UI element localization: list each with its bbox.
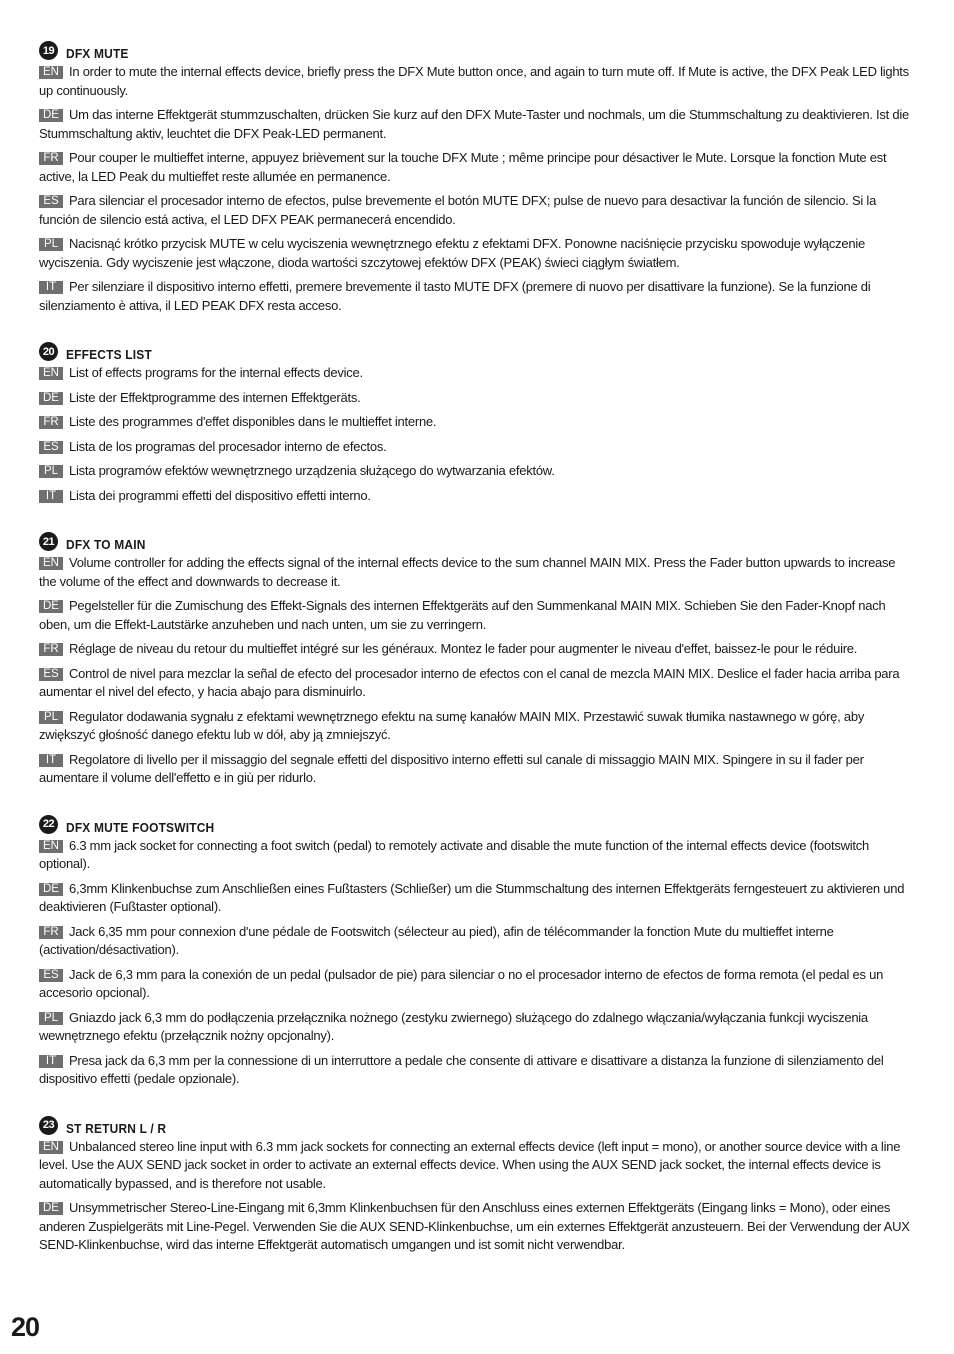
- language-entry: [39, 1009, 915, 1046]
- language-entry: [39, 1052, 915, 1089]
- language-entry: [39, 923, 915, 960]
- language-tag: EN: [39, 1141, 63, 1154]
- entry-text: Unsymmetrischer Stereo-Line-Eingang mit 6,3mm Klinkenbuchsen für den Anschluss eines externen Effektgeräts (Eingang links = Mono), oder eines anderen Zuspielgeräts mit Line-Pegel. Verwenden Sie die AUX SEND-Klinkenbuchse, um ein externes Effektgerät anzusteuern. Bei der Verwendung der AUX SEND-Klinkenbuchse, wird das interne Effektgerät automatisch umgangen und ist somit nicht verwendbar.: [39, 1200, 910, 1252]
- language-entry: [39, 880, 915, 917]
- language-tag: FR: [39, 643, 63, 656]
- section-title: DFX MUTE FOOTSWITCH: [66, 819, 215, 835]
- entry-text: Lista dei programmi effetti del dispositivo effetti interno.: [69, 487, 371, 503]
- entry-text: Control de nivel para mezclar la señal de efecto del procesador interno de efectos con el canal de mezcla MAIN MIX. Deslice el fader hacia arriba para aumentar el nivel del efecto, y hacia abajo para disminuirlo.: [39, 665, 900, 699]
- entry-text: Lista de los programas del procesador interno de efectos.: [69, 438, 387, 454]
- entry-text: Regolatore di livello per il missaggio del segnale effetti del dispositivo interno effetti sul canale di missaggio MAIN MIX. Spingere in su il fader per aumentare il volume dell'effetto e in giù per ridurlo.: [39, 751, 864, 785]
- language-entry: [39, 487, 915, 506]
- entry-text: Nacisnąć krótko przycisk MUTE w celu wyciszenia wewnętrznego efektu z efektami DFX. Ponowne naciśnięcie przycisku spowoduje wyłączenie wyciszenia. Gdy wyciszenie jest włączone, dioda wartości szczytowej efektów DFX (PEAK) świeci ciągłym światłem.: [39, 236, 865, 270]
- entry-text: Unbalanced stereo line input with 6.3 mm jack sockets for connecting an external effects device (left input = mono), or another source device with a line level. Use the AUX SEND jack socket in order to activate an external effects device. When using the AUX SEND jack socket, the internal effects device is automatically bypassed, and is therefore not usable.: [39, 1138, 901, 1191]
- page-number: 20: [11, 1312, 40, 1342]
- entry-text: Jack 6,35 mm pour connexion d'une pédale de Footswitch (sélecteur au pied), afin de télécommander la fonction Mute du multieffet interne (activation/désactivation).: [39, 923, 834, 957]
- section-number-badge: 23: [39, 1116, 58, 1135]
- language-tag: EN: [39, 557, 63, 570]
- entry-text: Um das interne Effektgerät stummzuschalten, drücken Sie kurz auf den DFX Mute-Taster und nochmals, um die Stummschaltung zu deaktivieren. Ist die Stummschaltung aktiv, leuchtet die DFX Peak-LED permanent.: [39, 107, 909, 141]
- language-tag: EN: [39, 367, 63, 380]
- language-tag: DE: [39, 1202, 63, 1215]
- language-entry: [39, 235, 915, 272]
- language-tag: ES: [39, 969, 63, 982]
- language-entry: [39, 462, 915, 481]
- language-tag: EN: [39, 840, 63, 853]
- language-tag: FR: [39, 152, 63, 165]
- language-tag: IT: [39, 281, 63, 294]
- entry-text: Volume controller for adding the effects signal of the internal effects device to the sum channel MAIN MIX. Press the Fader button upwards to increase the volume of the effect and downwards to decrease it.: [39, 555, 896, 589]
- language-tag: DE: [39, 883, 63, 896]
- language-entry: [39, 1199, 915, 1255]
- entry-text: Liste der Effektprogramme des internen Effektgeräts.: [69, 389, 361, 405]
- entry-text: Para silenciar el procesador interno de efectos, pulse brevemente el botón MUTE DFX; pulse de nuevo para desactivar la función de silencio. Si la función de silencio está activa, el LED DFX PEAK permanecerá encendido.: [39, 193, 877, 227]
- section-title: EFFECTS LIST: [66, 347, 152, 362]
- section-header: [39, 1115, 915, 1136]
- entry-text: 6.3 mm jack socket for connecting a foot switch (pedal) to remotely activate and disable the mute function of the internal effects device (footswitch optional).: [39, 837, 869, 871]
- section: [39, 1115, 915, 1255]
- section-header: [39, 40, 915, 61]
- language-tag: EN: [39, 66, 63, 79]
- entry-text: Per silenziare il dispositivo interno effetti, premere brevemente il tasto MUTE DFX (premere di nuovo per disattivare la funzione). Se la funzione di silenziamento è attiva, il LED PEAK DFX resta acceso.: [39, 279, 871, 313]
- language-entry: [39, 554, 915, 591]
- section-title: DFX TO MAIN: [66, 537, 146, 552]
- language-tag: PL: [39, 711, 63, 724]
- section: [39, 341, 915, 505]
- language-tag: IT: [39, 490, 63, 503]
- section: [39, 40, 915, 315]
- language-entry: [39, 389, 915, 408]
- entry-text: List of effects programs for the internal effects device.: [69, 365, 363, 380]
- entry-text: Lista programów efektów wewnętrznego urządzenia służącego do wytwarzania efektów.: [69, 463, 555, 478]
- language-entry: [39, 278, 915, 315]
- section-number-badge: 22: [39, 815, 58, 834]
- section-number-badge: 19: [39, 41, 58, 60]
- language-entry: [39, 751, 915, 788]
- entry-text: Réglage de niveau du retour du multieffet intégré sur les généraux. Montez le fader pour augmenter le niveau d'effet, baissez-le pour le réduire.: [69, 641, 858, 656]
- language-entry: [39, 149, 915, 186]
- language-tag: DE: [39, 109, 63, 122]
- entry-text: Pegelsteller für die Zumischung des Effekt-Signals des internen Effektgeräts auf den Summenkanal MAIN MIX. Schieben Sie den Fader-Knopf nach oben, um die Effekt-Lautstärke anzuheben und nach unten, um sie zu verringern.: [39, 598, 886, 632]
- language-entry: [39, 708, 915, 745]
- section-number-badge: 21: [39, 532, 58, 551]
- entry-text: Jack de 6,3 mm para la conexión de un pedal (pulsador de pie) para silenciar o no el procesador interno de efectos de forma remota (el pedal es un accesorio opcional).: [39, 966, 884, 1000]
- language-entry: [39, 966, 915, 1003]
- entry-text: Gniazdo jack 6,3 mm do podłączenia przełącznika nożnego (zestyku zwiernego) służącego do zdalnego włączania/wyłączania funkcji wyciszenia wewnętrznego efektu (przełącznik nożny opcjonalny).: [39, 1009, 868, 1043]
- entry-text: 6,3mm Klinkenbuchse zum Anschließen eines Fußtasters (Schließer) um die Stummschaltung des internen Effektgeräts ferngesteuert zu aktivieren und deaktivieren (Fußtaster optional).: [39, 880, 905, 914]
- section-header: [39, 814, 915, 835]
- section-header: [39, 341, 915, 362]
- section: [39, 531, 915, 788]
- language-tag: DE: [39, 600, 63, 613]
- language-tag: ES: [39, 668, 63, 681]
- language-entry: [39, 106, 915, 143]
- language-tag: DE: [39, 392, 63, 405]
- entry-text: Regulator dodawania sygnału z efektami wewnętrznego efektu na sumę kanałów MAIN MIX. Przestawić suwak tłumika nastawnego w górę, aby zwiększyć głośność danego efektu lub w dół, aby ją zmniejszyć.: [39, 708, 865, 742]
- language-tag: IT: [39, 1055, 63, 1068]
- language-entry: [39, 1138, 915, 1194]
- language-entry: [39, 438, 915, 457]
- language-entry: [39, 837, 915, 874]
- entry-text: Pour couper le multieffet interne, appuyez brièvement sur la touche DFX Mute ; même principe pour désactiver le Mute. Lorsque la fonction Mute est active, la LED Peak du multieffet reste allumée en permanence.: [39, 150, 887, 184]
- language-tag: PL: [39, 238, 63, 251]
- language-entry: [39, 665, 915, 702]
- entry-text: In order to mute the internal effects device, briefly press the DFX Mute button once, and again to turn mute off. If Mute is active, the DFX Peak LED lights up continuously.: [39, 64, 909, 98]
- manual-page-content: [39, 40, 915, 1281]
- language-tag: ES: [39, 441, 63, 454]
- language-entry: [39, 413, 915, 432]
- entry-text: Liste des programmes d'effet disponibles dans le multieffet interne.: [69, 414, 437, 429]
- entry-text: Presa jack da 6,3 mm per la connessione di un interruttore a pedale che consente di attivare e disattivare a distanza la funzione di silenziamento del dispositivo effetti (pedale opzionale).: [39, 1052, 884, 1086]
- language-tag: FR: [39, 926, 63, 939]
- language-entry: [39, 192, 915, 229]
- language-entry: [39, 640, 915, 659]
- section: [39, 814, 915, 1089]
- language-tag: FR: [39, 416, 63, 429]
- section-header: [39, 531, 915, 552]
- language-entry: [39, 63, 915, 100]
- section-number-badge: 20: [39, 342, 58, 361]
- language-tag: PL: [39, 465, 63, 478]
- section-title: DFX MUTE: [66, 46, 129, 61]
- language-tag: IT: [39, 754, 63, 767]
- language-tag: PL: [39, 1012, 63, 1025]
- language-entry: [39, 364, 915, 383]
- language-tag: ES: [39, 195, 63, 208]
- section-title: ST RETURN L / R: [66, 1120, 167, 1136]
- language-entry: [39, 597, 915, 634]
